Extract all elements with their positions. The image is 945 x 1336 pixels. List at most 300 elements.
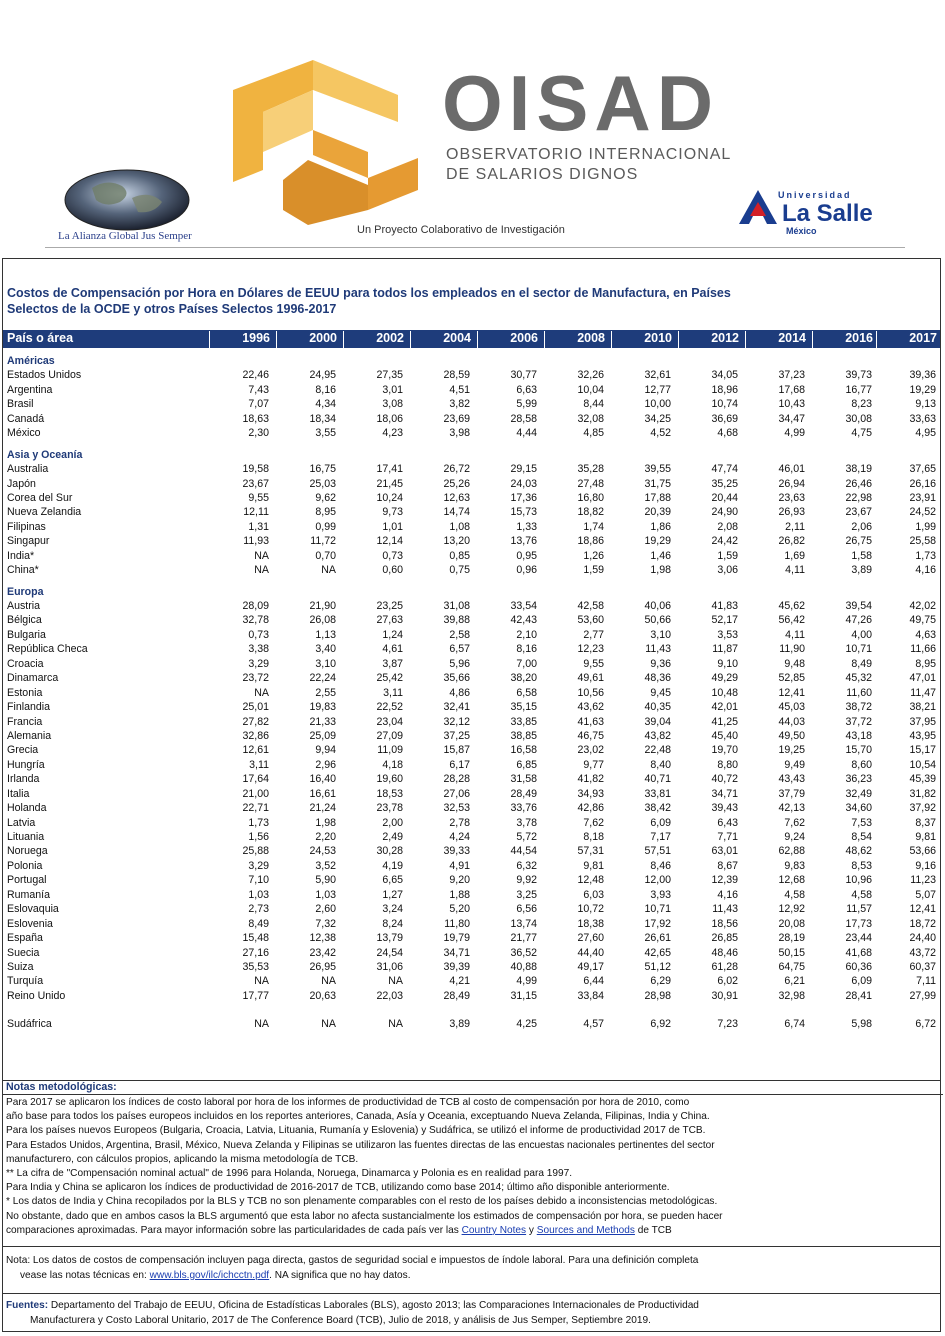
cell-value: 24,53: [309, 845, 336, 858]
cell-value: 39,43: [711, 802, 738, 815]
cell-value: 42,01: [711, 701, 738, 714]
cell-value: 13,20: [443, 535, 470, 548]
cell-value: 22,03: [376, 989, 403, 1002]
cell-value: 8,49: [851, 657, 872, 670]
cell-value: 6,17: [449, 758, 470, 771]
cell-value: 7,00: [516, 657, 537, 670]
region-label: Asia y Oceanía: [7, 448, 83, 461]
country-name: Irlanda: [7, 773, 40, 786]
cell-value: 17,73: [845, 917, 872, 930]
table-row: [3, 564, 940, 578]
logo-subtitle-1: OBSERVATORIO INTERNACIONAL: [446, 146, 732, 163]
cell-value: 47,74: [711, 463, 738, 476]
cell-value: 26,16: [909, 477, 936, 490]
cell-value: NA: [321, 564, 336, 577]
cell-value: 23,69: [443, 412, 470, 425]
table-row: [3, 492, 940, 506]
cell-value: 35,25: [711, 477, 738, 490]
cell-value: 2,49: [382, 831, 403, 843]
cell-value: 7,10: [248, 874, 269, 887]
cell-value: 3,06: [717, 564, 738, 577]
cell-value: 42,02: [909, 600, 936, 612]
cell-value: 35,15: [510, 701, 537, 714]
cell-value: 12,23: [577, 643, 604, 656]
cell-value: 12,11: [243, 506, 269, 519]
cell-value: 13,74: [510, 917, 537, 930]
cell-value: 23,02: [577, 744, 604, 757]
cell-value: 33,63: [909, 412, 936, 425]
cell-value: 31,08: [443, 600, 470, 612]
cell-value: 9,16: [915, 859, 936, 872]
cell-value: 42,86: [577, 802, 604, 815]
cell-value: 5,99: [516, 398, 537, 411]
cell-value: 12,41: [909, 903, 936, 916]
cell-value: 37,92: [909, 802, 936, 815]
table-row: [3, 614, 940, 628]
cell-value: 7,43: [248, 383, 269, 396]
country-name: Turquía: [7, 975, 44, 988]
cell-value: 8,49: [248, 917, 269, 930]
cell-value: 3,11: [383, 686, 403, 699]
col-year-2006: 2006: [477, 331, 538, 348]
cell-value: 2,60: [315, 903, 336, 916]
cell-value: 1,73: [915, 549, 936, 562]
cell-value: 33,81: [644, 787, 671, 800]
country-name: Italia: [7, 787, 30, 800]
cell-value: 36,69: [711, 412, 738, 425]
cell-value: 23,78: [376, 802, 403, 815]
row-spacer: [3, 442, 940, 449]
cell-value: 10,48: [711, 686, 738, 699]
cell-value: 6,03: [583, 888, 604, 901]
cell-value: 8,16: [516, 643, 537, 656]
table-row: [3, 730, 940, 744]
cell-value: 5,20: [449, 903, 470, 916]
cell-value: 21,24: [309, 802, 336, 815]
cell-value: 22,71: [242, 802, 269, 815]
nota-line-1: Nota: Los datos de costos de compensación incluyen paga directa, gastos de seguridad social e impuestos de índole laboral. Para una definición completa: [6, 1255, 699, 1266]
country-name: Holanda: [7, 802, 47, 815]
cell-value: 4,99: [516, 975, 537, 988]
jus-semper-caption: La Alianza Global Jus Semper: [58, 230, 192, 242]
cell-value: 0,73: [382, 549, 403, 562]
cell-value: 39,73: [845, 369, 872, 382]
cell-value: 18,63: [242, 412, 269, 425]
project-caption: Un Proyecto Colaborativo de Investigación: [357, 224, 565, 236]
country-name: Austria: [7, 600, 40, 612]
cell-value: 23,72: [242, 672, 269, 685]
cell-value: 41,63: [577, 715, 604, 728]
col-year-2010: 2010: [611, 331, 672, 348]
cell-value: 1,26: [583, 549, 604, 562]
cell-value: 50,15: [778, 946, 805, 959]
note-line: Para Estados Unidos, Argentina, Brasil, México, Nueva Zelanda y Filipinas se utilizaron las fuentes directas de las encuestas nacionales pertinentes del sector: [6, 1139, 715, 1151]
data-table: [3, 348, 940, 1033]
country-name: Finlandia: [7, 701, 50, 714]
table-row: [3, 384, 940, 398]
cell-value: 9,73: [382, 506, 403, 519]
cell-value: 8,54: [851, 831, 872, 843]
cell-value: 8,24: [382, 917, 403, 930]
cell-value: 3,89: [449, 1018, 470, 1031]
country-name: Bulgaria: [7, 628, 46, 641]
note-line: manufacturero, con cálculos propios, aplicando la misma metodología de TCB.: [6, 1153, 359, 1165]
cell-value: NA: [254, 686, 269, 699]
cell-value: 5,07: [915, 888, 936, 901]
cell-value: 13,76: [510, 535, 537, 548]
cell-value: 4,99: [784, 427, 805, 440]
cell-value: 62,88: [778, 845, 805, 858]
cell-value: 42,58: [577, 600, 604, 612]
cell-value: 32,26: [577, 369, 604, 382]
country-name: Suiza: [7, 960, 34, 973]
cell-value: 37,23: [778, 369, 805, 382]
cell-value: 27,82: [242, 715, 269, 728]
cell-value: 27,35: [376, 369, 403, 382]
cell-value: 0,85: [449, 549, 470, 562]
cell-value: 4,58: [784, 888, 805, 901]
cell-value: NA: [254, 975, 269, 988]
cell-value: 38,20: [510, 672, 537, 685]
table-row: [3, 701, 940, 715]
cell-value: 4,25: [516, 1018, 537, 1031]
cell-value: 12,68: [778, 874, 805, 887]
cell-value: 15,87: [443, 744, 470, 757]
cell-value: 22,48: [644, 744, 671, 757]
cell-value: 38,21: [909, 701, 936, 714]
cell-value: 8,60: [851, 758, 872, 771]
cell-value: 44,40: [577, 946, 604, 959]
table-row: [3, 788, 940, 802]
cell-value: 6,09: [851, 975, 872, 988]
cell-value: 61,28: [711, 960, 738, 973]
cell-value: 4,44: [516, 427, 537, 440]
cell-value: 11,47: [910, 686, 936, 699]
cell-value: 10,72: [577, 903, 604, 916]
cell-value: 9,45: [650, 686, 671, 699]
cell-value: 39,36: [909, 369, 936, 382]
cell-value: 2,10: [516, 628, 537, 641]
cell-value: 6,58: [516, 686, 537, 699]
cell-value: 6,44: [583, 975, 604, 988]
table-row: [3, 932, 940, 946]
cell-value: 32,08: [577, 412, 604, 425]
table-row: [3, 463, 940, 477]
cell-value: 26,95: [309, 960, 336, 973]
country-notes-link[interactable]: Country Notes: [461, 1224, 527, 1236]
cell-value: 6,09: [650, 816, 671, 829]
cell-value: 1,24: [382, 628, 403, 641]
country-name: Alemania: [7, 729, 52, 742]
cell-value: 53,60: [577, 614, 604, 627]
table-row: [3, 369, 940, 383]
cell-value: 18,72: [909, 917, 936, 930]
la-salle-univ-label: Universidad: [778, 190, 852, 200]
cell-value: 12,48: [577, 874, 604, 887]
table-row: [3, 658, 940, 672]
note-line: Para 2017 se aplicaron los índices de costo laboral por hora de los informes de productividad de TCB al costo de compensación por hora de 2010, como: [6, 1097, 690, 1108]
cell-value: 2,00: [382, 816, 403, 829]
cell-value: 1,46: [650, 549, 671, 562]
cell-value: 5,72: [516, 831, 537, 843]
cell-value: 10,96: [845, 874, 872, 887]
country-name: Nueva Zelandia: [7, 506, 82, 519]
cell-value: 4,24: [449, 831, 470, 843]
cell-value: 6,02: [717, 975, 738, 988]
cell-value: 51,12: [644, 960, 671, 973]
cell-value: 39,54: [845, 600, 872, 612]
sources-line-2: Manufacturera y Costo Laboral Unitario, 2017 de The Conference Board (TCB), Julio de 2018, y análisis de Jus Semper, Septiembre 2019.: [30, 1314, 651, 1326]
cell-value: 10,24: [376, 491, 403, 504]
cell-value: 57,31: [577, 845, 604, 858]
cell-value: 32,49: [845, 787, 872, 800]
cell-value: 11,90: [779, 643, 805, 656]
cell-value: 16,80: [577, 491, 604, 504]
cell-value: 19,29: [909, 383, 936, 396]
country-name: Eslovaquia: [7, 903, 59, 916]
cell-value: 40,72: [711, 773, 738, 786]
cell-value: 43,62: [577, 701, 604, 714]
cell-value: 37,79: [778, 787, 805, 800]
cell-value: 28,09: [242, 600, 269, 612]
cell-value: 43,82: [644, 729, 671, 742]
cell-value: 17,64: [242, 773, 269, 786]
table-row: [3, 773, 940, 787]
cell-value: 17,68: [778, 383, 805, 396]
cell-value: 9,20: [449, 874, 470, 887]
cell-value: 39,04: [644, 715, 671, 728]
cell-value: 9,92: [516, 874, 537, 887]
cell-value: 18,38: [577, 917, 604, 930]
cell-value: 3,24: [382, 903, 403, 916]
cell-value: 1,59: [583, 564, 604, 577]
cell-value: 30,08: [845, 412, 872, 425]
country-name: Lituania: [7, 831, 45, 843]
country-name: Grecia: [7, 744, 39, 757]
cell-value: 39,55: [644, 463, 671, 476]
cell-value: 2,78: [449, 816, 470, 829]
cell-value: 9,94: [315, 744, 336, 757]
cell-value: 2,20: [315, 831, 336, 843]
cell-value: 1,01: [382, 520, 403, 533]
country-name: Australia: [7, 463, 49, 476]
cell-value: 39,88: [443, 614, 470, 627]
country-name: Filipinas: [7, 520, 46, 533]
cell-value: 25,09: [309, 729, 336, 742]
cell-value: 42,65: [644, 946, 671, 959]
cell-value: 5,98: [851, 1018, 872, 1031]
cell-value: 4,21: [449, 975, 470, 988]
cell-value: 4,11: [785, 628, 805, 641]
cell-value: 7,53: [851, 816, 872, 829]
cell-value: 34,25: [644, 412, 671, 425]
oisad-logo-icon: [228, 60, 438, 225]
cell-value: 0,95: [516, 549, 537, 562]
cell-value: 11,43: [712, 903, 738, 916]
country-name: Hungría: [7, 758, 45, 771]
table-row: [3, 629, 940, 643]
cell-value: 4,00: [851, 628, 872, 641]
cell-value: 3,10: [315, 657, 336, 670]
cell-value: 8,37: [915, 816, 936, 829]
country-name: Estados Unidos: [7, 369, 82, 382]
country-name: España: [7, 932, 43, 945]
cell-value: 31,06: [376, 960, 403, 973]
region-label: Américas: [7, 355, 55, 367]
cell-value: 6,85: [516, 758, 537, 771]
cell-value: 12,77: [644, 383, 671, 396]
table-row: [3, 643, 940, 657]
sources-label: Fuentes:: [6, 1300, 49, 1311]
cell-value: 2,08: [717, 520, 738, 533]
cell-value: 10,43: [778, 398, 805, 411]
cell-value: 28,59: [443, 369, 470, 382]
cell-value: 45,03: [778, 701, 805, 714]
cell-value: 4,85: [583, 427, 604, 440]
cell-value: 23,42: [309, 946, 336, 959]
cell-value: 7,11: [916, 975, 936, 988]
cell-value: 10,71: [644, 903, 671, 916]
cell-value: 25,03: [309, 477, 336, 490]
cell-value: 16,61: [309, 787, 336, 800]
cell-value: 23,67: [242, 477, 269, 490]
cell-value: 21,90: [309, 600, 336, 612]
cell-value: 49,29: [711, 672, 738, 685]
col-year-2002: 2002: [343, 331, 404, 348]
cell-value: 3,78: [516, 816, 537, 829]
cell-value: 23,91: [909, 491, 936, 504]
country-name: China*: [7, 564, 39, 577]
cell-value: 19,25: [778, 744, 805, 757]
cell-value: 28,58: [510, 412, 537, 425]
col-year-1996: 1996: [209, 331, 270, 348]
cell-value: 40,06: [644, 600, 671, 612]
cell-value: 34,93: [577, 787, 604, 800]
table-row: [3, 550, 940, 564]
cell-value: 45,32: [845, 672, 872, 685]
cell-value: NA: [388, 975, 403, 988]
cell-value: 2,96: [315, 758, 336, 771]
cell-value: 9,36: [650, 657, 671, 670]
cell-value: 11,23: [910, 874, 936, 887]
cell-value: 40,35: [644, 701, 671, 714]
cell-value: 18,06: [376, 412, 403, 425]
note-line: Para los países nuevos Europeos (Bulgaria, Croacia, Latvia, Lituania, Rumanía y Eslovenia) y Sudáfrica, se utilizó el informe de productividad 2017 de TCB.: [6, 1125, 706, 1137]
cell-value: 8,23: [851, 398, 872, 411]
cell-value: 30,91: [711, 989, 738, 1002]
cell-value: 39,39: [443, 960, 470, 973]
country-name: Corea del Sur: [7, 491, 73, 504]
cell-value: 10,04: [577, 383, 604, 396]
cell-value: 1,58: [851, 549, 872, 562]
cell-value: 8,18: [583, 831, 604, 843]
col-label-country: País o área: [7, 331, 74, 345]
cell-value: 9,55: [248, 491, 269, 504]
country-name: Rumanía: [7, 888, 50, 901]
note-line: año base para todos los países europeos incluidos en los reportes anteriores, Canada, Asía y Oceania, exceptuando Nueva Zelanda, Filipinas, India y China.: [6, 1111, 710, 1123]
table-row: [3, 413, 940, 427]
cell-value: 1,03: [248, 888, 269, 901]
cell-value: 18,86: [577, 535, 604, 548]
cell-value: 17,92: [644, 917, 671, 930]
cell-value: 10,56: [577, 686, 604, 699]
cell-value: 4,75: [851, 427, 872, 440]
country-name: Noruega: [7, 845, 48, 858]
cell-value: 16,77: [845, 383, 872, 396]
cell-value: 2,06: [851, 520, 872, 533]
cell-value: 60,37: [909, 960, 936, 973]
table-row: [3, 918, 940, 932]
cell-value: 1,33: [516, 520, 537, 533]
cell-value: 20,63: [309, 989, 336, 1002]
cell-value: 11,80: [444, 917, 470, 930]
cell-value: 11,43: [645, 643, 671, 656]
cell-value: 4,16: [915, 564, 936, 577]
cell-value: 53,66: [909, 845, 936, 858]
country-name: México: [7, 427, 41, 440]
col-year-2014: 2014: [745, 331, 806, 348]
cell-value: 4,57: [583, 1018, 604, 1031]
cell-value: 3,29: [248, 859, 269, 872]
cell-value: 12,63: [443, 491, 470, 504]
cell-value: 8,95: [915, 657, 936, 670]
cell-value: 1,88: [449, 888, 470, 901]
cell-value: 49,75: [909, 614, 936, 627]
table-row: [3, 535, 940, 549]
cell-value: 5,90: [315, 874, 336, 887]
cell-value: NA: [254, 564, 269, 577]
cell-value: 25,01: [242, 701, 269, 714]
cell-value: 9,24: [784, 831, 805, 843]
cell-value: 46,75: [577, 729, 604, 742]
cell-value: 43,18: [845, 729, 872, 742]
cell-value: 23,25: [376, 600, 403, 612]
cell-value: 24,95: [309, 369, 336, 382]
cell-value: 32,12: [443, 715, 470, 728]
cell-value: 24,54: [376, 946, 403, 959]
cell-value: 9,49: [784, 758, 805, 771]
table-row: [3, 975, 940, 989]
cell-value: 9,81: [583, 859, 604, 872]
table-row: [3, 817, 940, 831]
cell-value: 0,99: [315, 520, 336, 533]
cell-value: 8,67: [717, 859, 738, 872]
cell-value: 4,34: [315, 398, 336, 411]
table-row: [3, 1018, 940, 1032]
row-spacer: [3, 348, 940, 355]
col-year-2008: 2008: [544, 331, 605, 348]
cell-value: 7,23: [717, 1018, 738, 1031]
sources-methods-link[interactable]: Sources and Methods: [536, 1224, 635, 1236]
table-row: [3, 478, 940, 492]
cell-value: 37,65: [909, 463, 936, 476]
cell-value: NA: [254, 549, 269, 562]
cell-value: 52,17: [711, 614, 738, 627]
cell-value: 22,24: [309, 672, 336, 685]
cell-value: 4,95: [915, 427, 936, 440]
cell-value: 20,39: [644, 506, 671, 519]
cell-value: 3,89: [851, 564, 872, 577]
cell-value: 26,82: [778, 535, 805, 548]
cell-value: 4,11: [785, 564, 805, 577]
cell-value: 3,52: [315, 859, 336, 872]
sources-block: [6, 1299, 931, 1328]
col-year-2000: 2000: [276, 331, 337, 348]
cell-value: 18,96: [711, 383, 738, 396]
cell-value: 9,10: [717, 657, 738, 670]
bls-link[interactable]: www.bls.gov/ilc/ichcctn.pdf: [149, 1269, 270, 1281]
cell-value: 4,52: [650, 427, 671, 440]
